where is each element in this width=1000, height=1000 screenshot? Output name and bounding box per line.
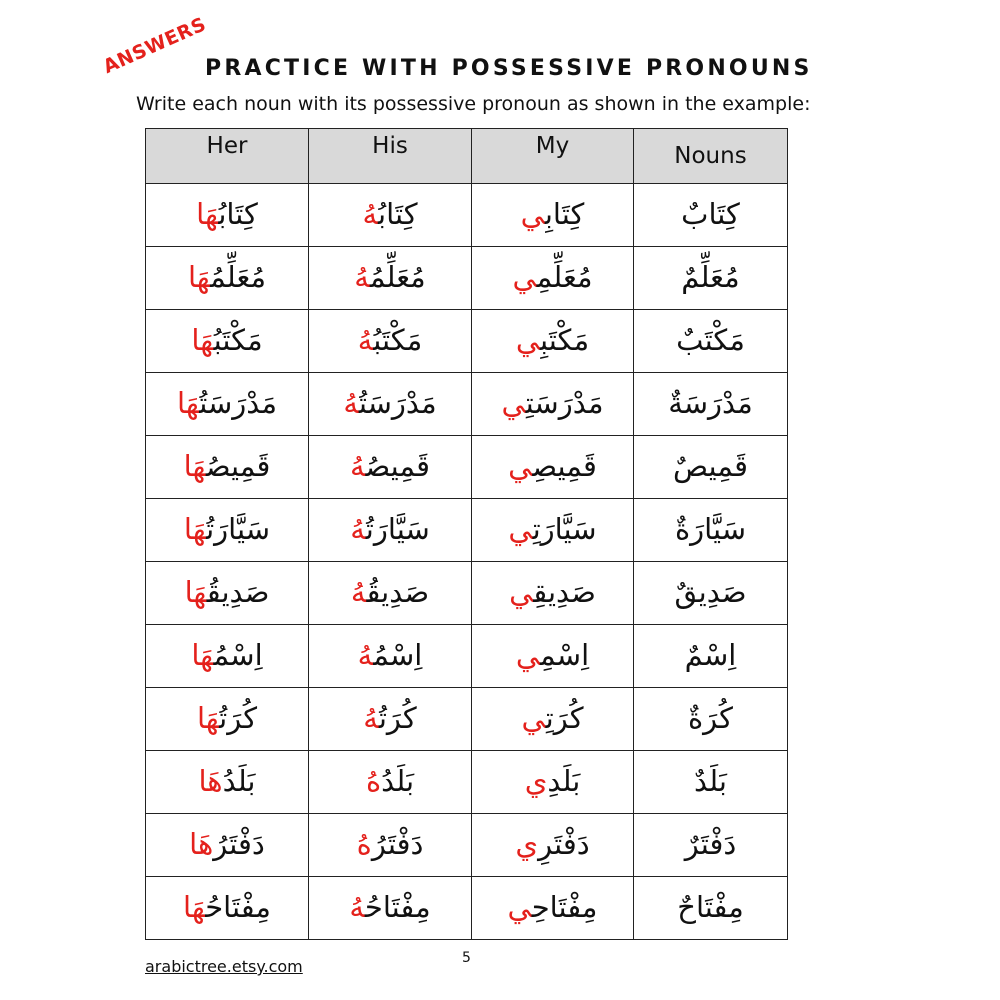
cell-his — [309, 310, 472, 373]
table-row — [146, 184, 788, 247]
word-stem: سَيَّارَتُ — [365, 512, 430, 547]
cell-her — [146, 814, 309, 877]
header-his: His — [309, 129, 472, 184]
possessive-word — [502, 386, 604, 420]
table-body — [146, 184, 788, 940]
word-stem: اِسْمُ — [373, 638, 423, 673]
cell-noun — [634, 688, 788, 751]
noun-word: اِسْمٌ — [684, 638, 737, 673]
possessive-word — [521, 197, 585, 231]
possessive-word — [351, 575, 429, 609]
table-row — [146, 688, 788, 751]
word-stem: مَدْرَسَتُ — [358, 386, 437, 421]
pronoun-suffix: هَا — [187, 260, 211, 295]
word-stem: مَكْتَبُ — [213, 323, 263, 358]
pronoun-suffix: ي — [520, 197, 545, 232]
word-stem: قَمِيصُ — [365, 449, 431, 484]
possessive-word — [196, 197, 258, 231]
possessive-word — [191, 323, 262, 357]
possessive-word — [354, 260, 425, 294]
cell-my — [472, 562, 634, 625]
possessive-word — [189, 827, 265, 861]
pronoun-suffix: هُ — [357, 323, 374, 358]
word-stem: مَكْتَبِ — [540, 323, 590, 358]
pronoun-suffix: هُ — [362, 197, 379, 232]
pronoun-suffix: ي — [512, 260, 537, 295]
cell-his — [309, 877, 472, 940]
word-stem: مِفْتَاحُ — [364, 890, 431, 925]
cell-her — [146, 184, 309, 247]
possessive-word — [508, 512, 596, 546]
pronoun-suffix: ي — [515, 323, 541, 358]
pronoun-suffix: هَا — [183, 890, 206, 925]
pronoun-suffix: هُ — [363, 701, 379, 736]
word-stem: قَمِيصُ — [205, 449, 271, 484]
table-row — [146, 562, 788, 625]
pronoun-suffix: هُ — [350, 512, 366, 547]
word-stem: سَيَّارَتِ — [532, 512, 597, 547]
possessive-word — [191, 638, 262, 672]
cell-her — [146, 310, 309, 373]
pronoun-suffix: هَا — [184, 575, 207, 610]
possessive-word — [508, 890, 598, 924]
possessive-word — [512, 260, 592, 294]
pronoun-suffix: هُ — [343, 386, 359, 421]
cell-her — [146, 499, 309, 562]
cell-his — [309, 562, 472, 625]
cell-her — [146, 877, 309, 940]
pronoun-suffix: هُ — [356, 827, 372, 862]
noun-word: قَمِيصٌ — [673, 449, 748, 484]
possessive-word — [350, 449, 430, 483]
possessive-word — [508, 449, 597, 483]
cell-her — [146, 562, 309, 625]
possessive-word — [184, 512, 270, 546]
answers-stamp: ANSWERS — [100, 13, 210, 79]
word-stem: اِسْمِ — [540, 638, 590, 673]
cell-noun — [634, 625, 788, 688]
cell-my — [472, 751, 634, 814]
word-stem: كِتَابِ — [544, 197, 585, 232]
pronoun-suffix: هَا — [191, 638, 214, 673]
noun-word: كُرَةٌ — [687, 701, 733, 736]
cell-my — [472, 373, 634, 436]
word-stem: مَدْرَسَتِ — [525, 386, 604, 421]
cell-noun — [634, 184, 788, 247]
word-stem: كُرَتِ — [545, 701, 584, 736]
pronoun-suffix: ي — [521, 701, 546, 736]
noun-word: سَيَّارَةٌ — [674, 512, 747, 547]
noun-word: صَدِيقٌ — [674, 575, 747, 610]
word-stem: دَفْتَرُ — [371, 827, 424, 862]
cell-noun — [634, 751, 788, 814]
table-row — [146, 310, 788, 373]
possessive-table — [145, 128, 787, 950]
noun-word: دَفْتَرٌ — [684, 827, 737, 862]
pronoun-suffix: هَا — [191, 323, 214, 358]
cell-his — [309, 625, 472, 688]
pronoun-suffix: هَا — [183, 512, 207, 547]
cell-her — [146, 436, 309, 499]
table-header-row — [146, 129, 788, 184]
word-stem: مَكْتَبُ — [373, 323, 423, 358]
table-row — [146, 877, 788, 940]
cell-noun — [634, 877, 788, 940]
word-stem: مُعَلِّمُ — [369, 260, 426, 295]
cell-his — [309, 184, 472, 247]
pronoun-suffix: هَا — [189, 827, 214, 862]
pronoun-suffix: هَا — [196, 701, 220, 736]
table-row — [146, 625, 788, 688]
pronoun-suffix: ي — [509, 575, 534, 610]
cell-his — [309, 247, 472, 310]
word-stem: دَفْتَرِ — [538, 827, 590, 862]
cell-my — [472, 814, 634, 877]
possessive-word — [198, 764, 255, 798]
word-stem: اِسْمُ — [213, 638, 263, 673]
cell-noun — [634, 499, 788, 562]
cell-his — [309, 688, 472, 751]
word-stem: بَلَدُ — [381, 764, 415, 799]
cell-her — [146, 751, 309, 814]
noun-word: بَلَدٌ — [694, 764, 727, 799]
cell-noun — [634, 814, 788, 877]
word-stem: مُعَلِّمُ — [210, 260, 267, 295]
possessive-word — [358, 323, 423, 357]
possessive-word — [184, 449, 271, 483]
word-stem: دَفْتَرُ — [213, 827, 265, 862]
pronoun-suffix: ي — [501, 386, 526, 421]
pronoun-suffix: هَا — [176, 386, 200, 421]
pronoun-suffix: هَا — [183, 449, 206, 484]
possessive-word — [188, 260, 266, 294]
cell-her — [146, 247, 309, 310]
cell-noun — [634, 436, 788, 499]
table-row — [146, 814, 788, 877]
page-number: 5 — [462, 950, 471, 966]
pronoun-suffix: ي — [515, 638, 541, 673]
word-stem: مِفْتَاحِ — [531, 890, 598, 925]
cell-noun — [634, 373, 788, 436]
possessive-word — [363, 701, 416, 735]
word-stem: كِتَابُ — [218, 197, 258, 232]
table-row — [146, 751, 788, 814]
pronoun-suffix: هُ — [354, 260, 370, 295]
possessive-word — [525, 764, 581, 798]
possessive-word — [185, 575, 270, 609]
noun-word: كِتَابٌ — [681, 197, 740, 232]
cell-my — [472, 310, 634, 373]
cell-his — [309, 751, 472, 814]
pronoun-suffix: هُ — [350, 575, 367, 610]
cell-my — [472, 625, 634, 688]
table-row — [146, 436, 788, 499]
pronoun-suffix: ي — [515, 827, 539, 862]
possessive-word — [366, 764, 414, 798]
noun-word: مَدْرَسَةٌ — [668, 386, 753, 421]
possessive-word — [521, 701, 583, 735]
cell-his — [309, 814, 472, 877]
cell-my — [472, 184, 634, 247]
table-row — [146, 247, 788, 310]
pronoun-suffix: هُ — [349, 449, 366, 484]
word-stem: مُعَلِّمِ — [536, 260, 593, 295]
page-title: PRACTICE WITH POSSESSIVE PRONOUNS — [205, 56, 813, 81]
instructions-text: Write each noun with its possessive pronoun as shown in the example: — [136, 93, 811, 115]
possessive-word — [350, 512, 430, 546]
pronoun-suffix: ي — [524, 764, 548, 799]
cell-my — [472, 877, 634, 940]
possessive-word — [183, 890, 271, 924]
pronoun-suffix: ي — [508, 449, 533, 484]
cell-her — [146, 373, 309, 436]
word-stem: مَدْرَسَتُ — [199, 386, 277, 421]
word-stem: سَيَّارَتُ — [206, 512, 271, 547]
possessive-word — [362, 197, 417, 231]
cell-noun — [634, 310, 788, 373]
header-nouns: Nouns — [634, 129, 788, 184]
table-row — [146, 499, 788, 562]
pronoun-suffix: ي — [507, 890, 532, 925]
word-stem: بَلَدِ — [547, 764, 581, 799]
pronoun-suffix: ي — [508, 512, 533, 547]
cell-my — [472, 436, 634, 499]
word-stem: صَدِيقُ — [206, 575, 270, 610]
cell-my — [472, 688, 634, 751]
word-stem: صَدِيقُ — [366, 575, 430, 610]
pronoun-suffix: هُ — [349, 890, 365, 925]
word-stem: صَدِيقِ — [533, 575, 596, 610]
cell-his — [309, 373, 472, 436]
word-stem: كُرَتُ — [219, 701, 258, 736]
cell-his — [309, 499, 472, 562]
noun-word: مِفْتَاحٌ — [677, 890, 744, 925]
possessive-word — [515, 827, 589, 861]
word-stem: كِتَابُ — [378, 197, 418, 232]
cell-her — [146, 688, 309, 751]
cell-my — [472, 247, 634, 310]
word-stem: بَلَدُ — [222, 764, 256, 799]
word-stem: قَمِيصِ — [532, 449, 597, 484]
cell-noun — [634, 247, 788, 310]
pronoun-suffix: هُ — [357, 638, 374, 673]
noun-word: مَكْتَبٌ — [676, 323, 745, 358]
pronoun-suffix: هُ — [365, 764, 382, 799]
pronoun-suffix: هَا — [198, 764, 223, 799]
shop-link[interactable]: arabictree.etsy.com — [145, 957, 303, 976]
word-stem: مِفْتَاحُ — [205, 890, 271, 925]
pronoun-suffix: هَا — [196, 197, 219, 232]
cell-his — [309, 436, 472, 499]
word-stem: كُرَتُ — [378, 701, 417, 736]
possessive-word — [197, 701, 257, 735]
cell-noun — [634, 562, 788, 625]
possessive-word — [516, 323, 589, 357]
possessive-word — [357, 827, 424, 861]
cell-my — [472, 499, 634, 562]
possessive-word — [358, 638, 423, 672]
header-my: My — [472, 129, 634, 184]
cell-her — [146, 625, 309, 688]
table-row — [146, 373, 788, 436]
possessive-word — [516, 638, 589, 672]
noun-word: مُعَلِّمٌ — [681, 260, 740, 295]
possessive-word — [343, 386, 436, 420]
possessive-word — [177, 386, 277, 420]
possessive-word — [349, 890, 430, 924]
header-her: Her — [146, 129, 309, 184]
possessive-word — [509, 575, 596, 609]
